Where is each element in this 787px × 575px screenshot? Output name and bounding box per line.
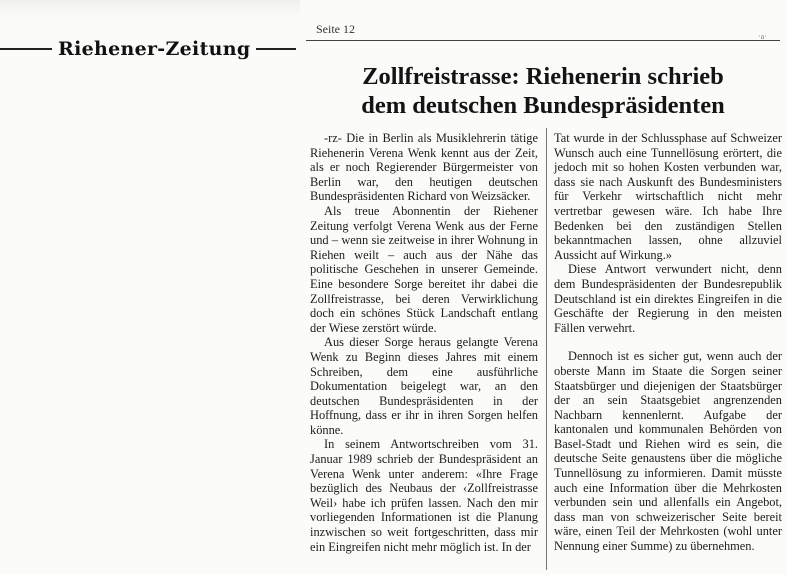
article-paragraph: Aus dieser Sorge heraus gelangte Verena Wenk zu Beginn dieses Jahres mit einem Schreiben, dem eine ausführliche Dokumentation beigelegt war, an den deutschen Bundespräsidenten in der Hoffnung, dass er ihr in ihren Sorgen helfen könne. [310,335,538,437]
article-column-right [554,131,782,554]
corner-mark: ·a· [758,32,767,41]
article-column-left [310,131,538,554]
article-paragraph: Tat wurde in der Schlussphase auf Schweizer Wunsch auch eine Tunnellösung erörtert, die jedoch mit so hohen Kosten verbunden war, dass sie nach Auskunft des Bundesministers für Verkehr wirtschaftlich nicht mehr vertretbar gewesen wäre. Ich habe Ihre Bedenken bei den zuständigen Stellen bekanntmachen lassen, ohne allzuviel Aussicht auf Wirkung.» [554,131,782,262]
masthead-rule-left [0,48,52,50]
article-paragraph: Dennoch ist es sicher gut, wenn auch der oberste Mann im Staate die Sorgen seiner Staatsbürger und diejenigen der Staatsbürger der an sein Staatsgebiet angrenzenden Nachbarn kennenlernt. Aufgabe der kantonalen und kommunalen Behörden von Basel-Stadt und Riehen wird es sein, die deutsche Seite genaustens über die mögliche Tunnellösung zu informieren. Damit müsste auch eine Information über die Mehrkosten verbunden sein und allenfalls ein Angebot, dass man von schweizerischer Seite bereit wäre, einen Teil der Mehrkosten (wohl unter Nennung einer Summe) zu übernehmen. [554,349,782,554]
header-rule [306,40,780,41]
column-divider [546,128,547,570]
article-paragraph: -rz- Die in Berlin als Musiklehrerin tätige Riehenerin Verena Wenk kennt aus der Zeit, als er noch Regierender Bürgermeister von Berlin war, den heutigen deutschen Bundespräsidenten Richard von Weizsäcker. [310,131,538,204]
newspaper-logo: Riehener-Zeitung [58,38,251,60]
article-headline [306,62,780,120]
headline-line-1: Zollfreistrasse: Riehenerin schrieb [362,63,724,90]
headline-line-2: dem deutschen Bundespräsidenten [361,92,725,119]
article-paragraph: Diese Antwort verwundert nicht, denn dem Bundespräsidenten der Bundesrepublik Deutschland ist ein direktes Eingreifen in die Geschäfte der Regierung in den meisten Fällen verwehrt. [554,262,782,335]
scan-edge [0,0,300,18]
page-number: Seite 12 [316,22,355,36]
masthead-rule-right [256,48,296,50]
masthead [0,36,300,62]
article-paragraph: In seinem Antwortschreiben vom 31. Januar 1989 schrieb der Bundespräsident an Verena Wenk unter anderem: «Ihre Frage bezüglich des Neubaus der ‹Zollfreistrasse Weil› habe ich prüfen lassen. Nach den mir vorliegenden Informationen ist die Planung inzwischen so weit fortgeschritten, dass mir ein Eingreifen nicht mehr möglich ist. In der [310,437,538,554]
article-paragraph: Als treue Abonnentin der Riehener Zeitung verfolgt Verena Wenk aus der Ferne und – wenn sie zeitweise in ihrer Wohnung in Riehen weilt – auch aus der Nähe das politische Geschehen in unserer Gemeinde. Eine besondere Sorge bereitet ihr dabei die Zollfreistrasse, bei deren Verwirklichung doch ein schönes Stück Landschaft entlang der Wiese zerstört würde. [310,203,538,335]
